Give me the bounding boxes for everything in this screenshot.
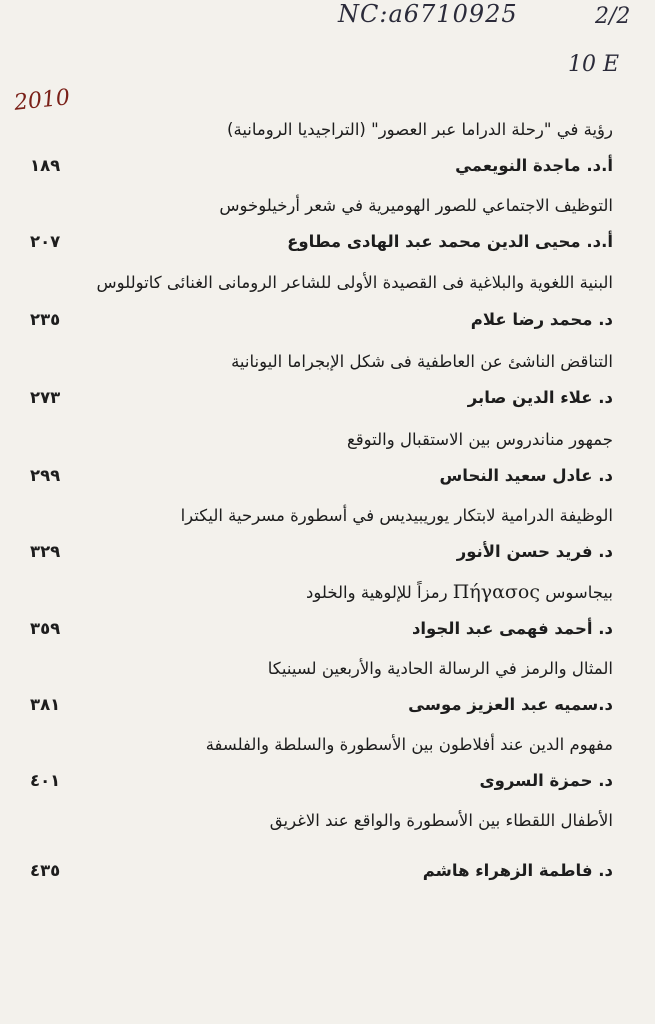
- entry-author-row: [30, 763, 613, 799]
- entry-author: د. فريد حسن الأنور: [456, 542, 613, 561]
- entry-author: د. فاطمة الزهراء هاشم: [422, 861, 613, 880]
- toc-entry: [30, 727, 613, 799]
- entry-page-number: ٢٧٣: [30, 388, 61, 407]
- entry-title-part: رمزاً للإلوهية والخلود: [306, 583, 448, 602]
- entry-page-number: ٣٢٩: [30, 542, 61, 561]
- toc-entry: [30, 264, 613, 338]
- entry-page-number: ٢٣٥: [30, 310, 61, 329]
- entry-author: أ.د. محيى الدين محمد عبد الهادى مطاوع: [287, 232, 613, 251]
- entry-page-number: ٤٣٥: [30, 861, 61, 880]
- toc-entry: [30, 651, 613, 723]
- entry-author: د. أحمد فهمى عبد الجواد: [411, 619, 613, 638]
- entry-author: د. علاء الدين صابر: [467, 388, 613, 407]
- entry-title: البنية اللغوية والبلاغية فى القصيدة الأولى للشاعر الرومانى الغنائى كاتوللوس: [96, 273, 613, 292]
- entry-author-row: [30, 224, 613, 260]
- entry-author: د. عادل سعيد النحاس: [439, 466, 613, 485]
- entry-author-row: [30, 611, 613, 647]
- table-of-contents: [30, 112, 613, 893]
- toc-entry: [30, 112, 613, 184]
- handwritten-year-mark: 2010: [12, 85, 72, 116]
- entry-title: الأطفال اللقطاء بين الأسطورة والواقع عند الاغريق: [269, 811, 613, 830]
- toc-entry: [30, 803, 613, 889]
- toc-entry: [30, 344, 613, 416]
- toc-entry: [30, 422, 613, 494]
- entry-page-number: ٣٨١: [30, 695, 61, 714]
- handwritten-page-mark: 2/2: [595, 4, 631, 29]
- entry-author-row: [30, 380, 613, 416]
- entry-author-row: [30, 148, 613, 184]
- entry-author: د. محمد رضا علام: [470, 310, 613, 329]
- entry-page-number: ٢٩٩: [30, 466, 61, 485]
- entry-title: جمهور مناندروس بين الاستقبال والتوقع: [346, 430, 613, 449]
- entry-author: أ.د. ماجدة النويعمي: [455, 156, 613, 175]
- entry-author-row: [30, 687, 613, 723]
- entry-page-number: ١٨٩: [30, 156, 61, 175]
- entry-title: رؤية في "رحلة الدراما عبر العصور" (التراجيديا الرومانية): [227, 120, 613, 139]
- toc-entry: [30, 498, 613, 570]
- entry-title: [30, 574, 613, 611]
- entry-title-part: بيجاسوس: [545, 583, 613, 602]
- entry-title: التوظيف الاجتماعي للصور الهوميرية في شعر أرخيلوخوس: [219, 196, 613, 215]
- entry-title: المثال والرمز في الرسالة الحادية والأربعين لسينيكا: [267, 659, 613, 678]
- entry-author-row: [30, 458, 613, 494]
- entry-author: د.سميه عبد العزيز موسى: [408, 695, 613, 714]
- handwritten-number-mark: 10 E: [568, 52, 620, 77]
- entry-title: مفهوم الدين عند أفلاطون بين الأسطورة والسلطة والفلسفة: [205, 735, 613, 754]
- toc-entry: [30, 574, 613, 647]
- entry-title-greek: Πήγασος: [452, 581, 540, 603]
- entry-page-number: ٢٠٧: [30, 232, 61, 251]
- handwritten-catalog-code: NC:a6710925: [338, 0, 518, 28]
- entry-author-row: [30, 302, 613, 338]
- entry-author-row: [30, 853, 613, 889]
- entry-title: الوظيفة الدرامية لابتكار يوريبيديس في أسطورة مسرحية اليكترا: [180, 506, 613, 525]
- entry-author-row: [30, 534, 613, 570]
- toc-entry: [30, 188, 613, 260]
- entry-page-number: ٣٥٩: [30, 619, 61, 638]
- entry-author: د. حمزة السروى: [479, 771, 613, 790]
- entry-page-number: ٤٠١: [30, 771, 61, 790]
- entry-title: التناقض الناشئ عن العاطفية فى شكل الإبجراما اليونانية: [231, 352, 613, 371]
